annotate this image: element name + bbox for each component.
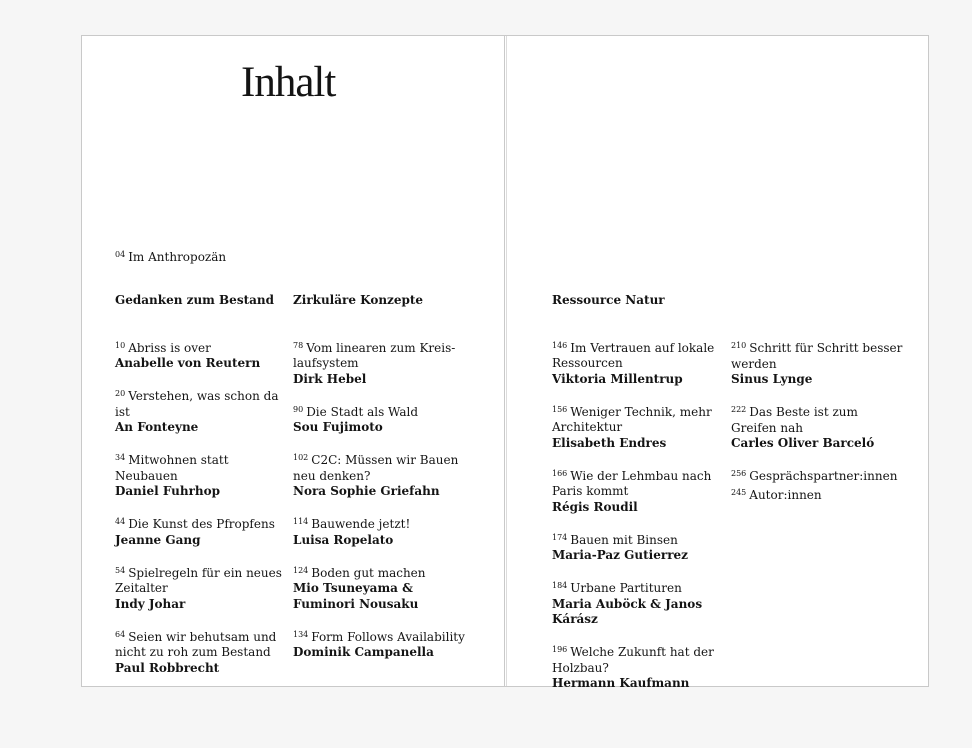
entry-author: Jeanne Gang xyxy=(115,532,201,547)
entry-title: Urbane Partituren xyxy=(570,581,682,595)
entry-title: Die Kunst des Pfropfens xyxy=(128,517,275,531)
page-number: 166 xyxy=(552,468,568,478)
entry-title: Bauen mit Binsen xyxy=(570,532,678,547)
toc-entry xyxy=(293,627,465,661)
page-number: 196 xyxy=(552,645,568,654)
entry-title: Spielregeln für ein neues Zeitalter xyxy=(115,565,282,595)
entry-author: Hermann Kaufmann xyxy=(552,676,690,690)
page-number: 256 xyxy=(731,469,747,478)
entry-title: Gesprächspartner:innen xyxy=(749,469,898,483)
entry-author: Mio Tsuneyama & Fuminori Nousaku xyxy=(293,581,419,611)
page-number: 44 xyxy=(115,517,126,526)
entry-title: Schritt für Schritt besser werden xyxy=(731,341,903,371)
page-number: 90 xyxy=(293,404,304,414)
entry-author: Paul Robbrecht xyxy=(115,660,220,675)
entry-author: Viktoria Millentrup xyxy=(552,371,683,386)
page-number: 124 xyxy=(293,565,309,575)
entry-author: Maria Auböck & Janos Kárász xyxy=(552,596,703,626)
toc-entry-intro xyxy=(115,247,226,266)
toc-section-ressource xyxy=(552,293,724,706)
toc-entry xyxy=(731,485,903,504)
entry-title: Welche Zukunft hat der Holzbau? xyxy=(552,645,714,675)
page-number: 64 xyxy=(115,629,126,639)
toc-entry xyxy=(115,514,287,548)
section-heading: Ressource Natur xyxy=(552,293,665,307)
entry-title: Form Follows Availability xyxy=(311,629,465,644)
toc-entry xyxy=(552,642,724,692)
entry-author: Carles Oliver Barceló xyxy=(731,436,875,450)
toc-entry xyxy=(731,466,903,485)
page-number: 04 xyxy=(115,250,126,259)
entry-author: Nora Sophie Griefahn xyxy=(293,484,440,498)
toc-entry xyxy=(115,386,287,436)
page-number: 54 xyxy=(115,565,126,575)
page-number: 10 xyxy=(115,340,126,350)
toc-entry xyxy=(293,402,465,436)
page-title: Inhalt xyxy=(241,59,336,106)
toc-entry xyxy=(552,578,724,628)
entry-title: Wie der Lehmbau nach Paris kommt xyxy=(552,468,712,498)
toc-entry xyxy=(293,450,465,500)
entry-author: Daniel Fuhrhop xyxy=(115,484,221,498)
page-number: 222 xyxy=(731,405,747,414)
entry-author: Maria-Paz Gutierrez xyxy=(552,548,688,562)
entry-title: Im Vertrauen auf lokale Ressourcen xyxy=(552,340,715,370)
page-number: 134 xyxy=(293,629,309,639)
page-number: 245 xyxy=(731,487,747,497)
entry-title: Autor:innen xyxy=(749,487,822,502)
entry-title: Bauwende jetzt! xyxy=(311,517,411,531)
entry-title: Abriss is over xyxy=(128,340,211,355)
page-number: 78 xyxy=(293,340,304,350)
page-number: 184 xyxy=(552,581,568,590)
entry-author: Anabelle von Reutern xyxy=(115,356,261,370)
toc-section-continued xyxy=(731,338,903,503)
entry-title: Das Beste ist zum Greifen nah xyxy=(731,405,858,435)
entry-author: Dominik Campanella xyxy=(293,645,434,659)
toc-entry xyxy=(552,338,724,388)
entry-author: Sinus Lynge xyxy=(731,372,813,386)
page-gutter-line xyxy=(506,36,507,686)
entry-author: Dirk Hebel xyxy=(293,371,367,386)
page-number: 102 xyxy=(293,453,309,462)
page-number: 34 xyxy=(115,453,126,462)
entry-title: C2C: Müssen wir Bauen neu denken? xyxy=(293,453,459,483)
entry-title: Mitwohnen statt Neubauen xyxy=(115,453,229,483)
toc-section-gedanken xyxy=(115,293,287,691)
toc-entry xyxy=(293,563,465,613)
entry-title: Seien wir behutsam und nicht zu roh zum Bestand xyxy=(115,629,277,659)
toc-entry xyxy=(293,514,465,548)
book-spread xyxy=(81,35,929,690)
page-number: 156 xyxy=(552,404,568,414)
toc-entry xyxy=(115,563,287,613)
toc-entry xyxy=(552,530,724,564)
page-number: 20 xyxy=(115,389,126,398)
entry-title: Weniger Technik, mehr Architektur xyxy=(552,404,712,434)
page-number: 114 xyxy=(293,517,309,526)
toc-entry xyxy=(293,338,465,388)
entry-title: Vom linearen zum Kreis-laufsystem xyxy=(293,340,456,370)
section-heading: Zirkuläre Konzepte xyxy=(293,293,424,307)
toc-section-zirkulaer xyxy=(293,293,465,675)
page-gutter-line xyxy=(504,36,505,686)
entry-author: Luisa Ropelato xyxy=(293,532,394,547)
page-number: 210 xyxy=(731,341,747,350)
toc-entry xyxy=(115,450,287,500)
toc-entry xyxy=(731,402,903,452)
entry-author: Sou Fujimoto xyxy=(293,420,383,434)
entry-author: Régis Roudil xyxy=(552,499,638,514)
section-heading: Gedanken zum Bestand xyxy=(115,293,275,307)
toc-entry xyxy=(115,338,287,372)
entry-title: Im Anthropozän xyxy=(128,250,227,264)
entry-author: Indy Johar xyxy=(115,596,186,611)
entry-title: Die Stadt als Wald xyxy=(306,404,419,419)
toc-entry xyxy=(552,466,724,516)
toc-entry xyxy=(115,627,287,677)
entry-author: Elisabeth Endres xyxy=(552,435,667,450)
page-number: 146 xyxy=(552,340,568,350)
toc-entry xyxy=(731,338,903,388)
entry-title: Boden gut machen xyxy=(311,565,426,580)
page-number: 174 xyxy=(552,532,568,542)
toc-entry xyxy=(552,402,724,452)
entry-author: An Fonteyne xyxy=(115,420,199,434)
entry-title: Verstehen, was schon da ist xyxy=(115,389,279,419)
